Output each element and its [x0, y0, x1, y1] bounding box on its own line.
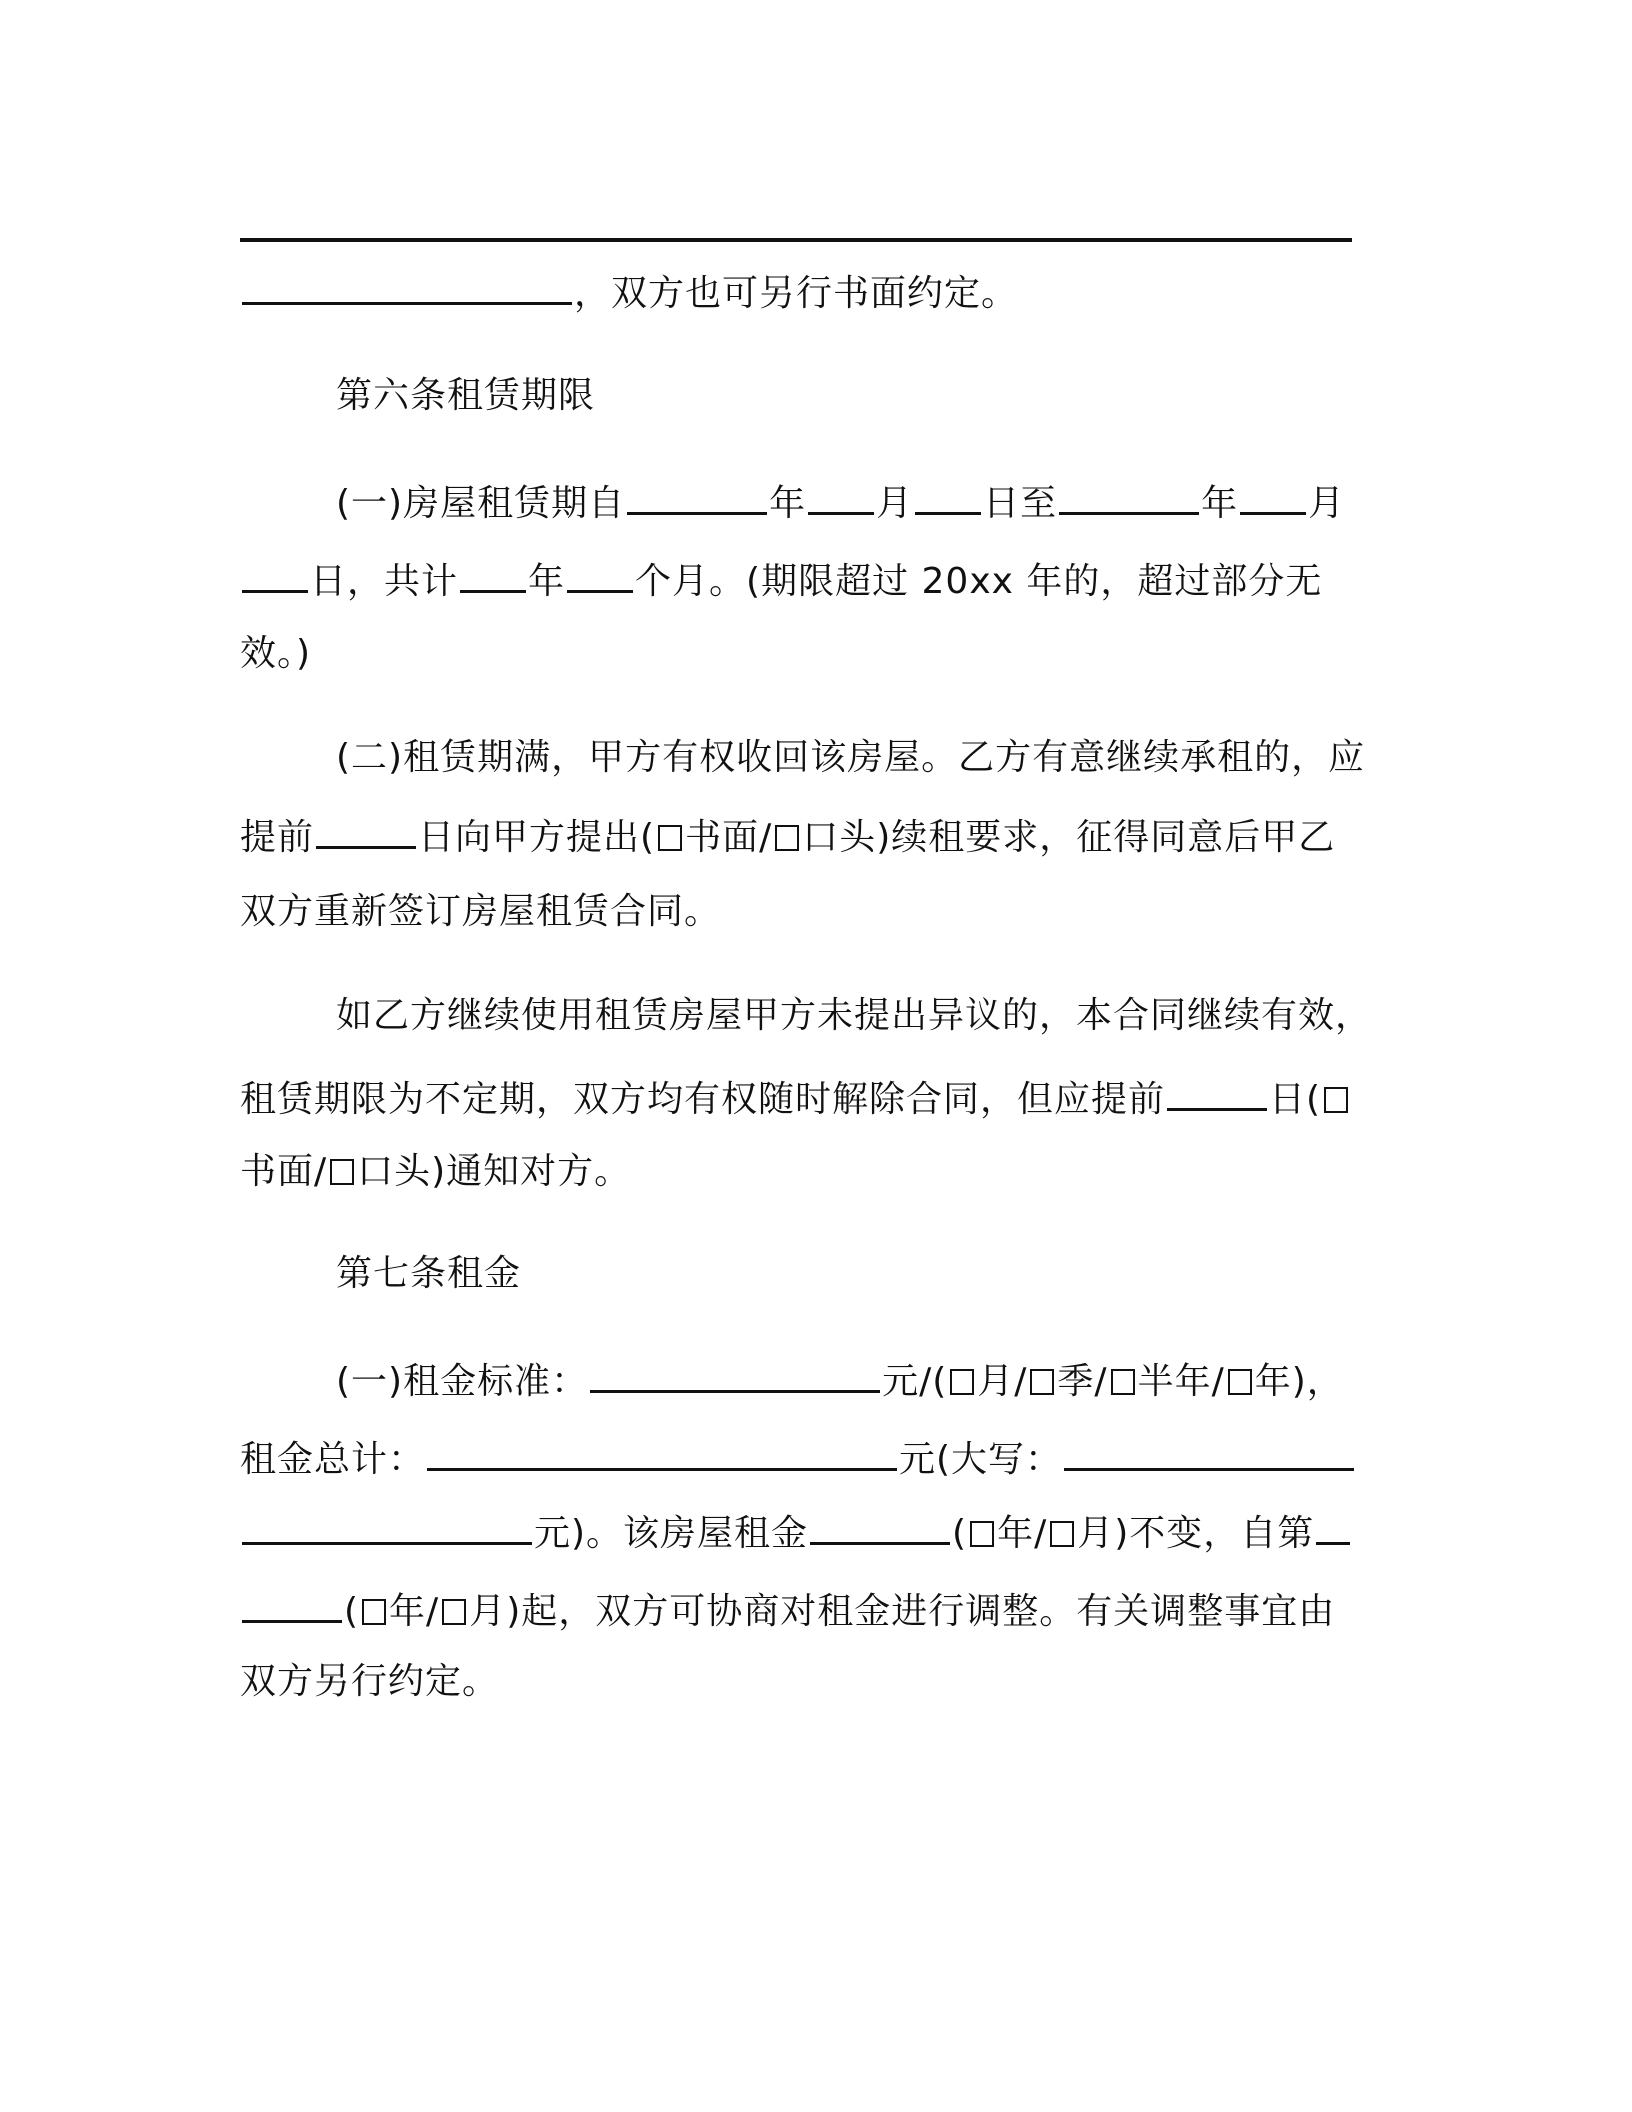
checkbox-icon[interactable] [970, 1521, 994, 1547]
text: 提前 [240, 817, 315, 858]
article-6-3-line-2 [240, 1074, 1351, 1122]
blank-field [1059, 478, 1199, 515]
article-6-2-line-3: 双方重新签订房屋租赁合同。 [240, 891, 722, 932]
text: ( [344, 1591, 360, 1632]
text: 日至 [983, 483, 1058, 524]
blank-field [590, 1356, 880, 1393]
text: 月 [876, 483, 914, 524]
text: 月)不变，自第 [1077, 1513, 1315, 1554]
text: 年/ [997, 1513, 1048, 1554]
text: 个月。(期限超过 20xx 年的，超过部分无 [635, 561, 1323, 602]
text: 年 [1201, 483, 1239, 524]
article-7-1-line-5: 双方另行约定。 [240, 1661, 500, 1702]
text: 年)， [1254, 1361, 1344, 1402]
text: 元/( [882, 1361, 948, 1402]
blank-field [427, 1434, 897, 1471]
blank-field [242, 556, 308, 593]
checkbox-icon[interactable] [950, 1369, 974, 1395]
blank-field [242, 1508, 532, 1545]
blank-field [242, 268, 572, 305]
text: 月/ [977, 1361, 1028, 1402]
text: 年/ [389, 1591, 440, 1632]
article-6-2-line-2 [240, 812, 1335, 860]
checkbox-icon[interactable] [362, 1599, 386, 1625]
text: ( [952, 1513, 968, 1554]
article-7-title: 第七条租金 [336, 1253, 522, 1294]
text: 年 [528, 561, 566, 602]
article-7-1-line-3 [240, 1508, 1352, 1556]
text: 书面/ [240, 1151, 328, 1192]
text: 年 [769, 483, 807, 524]
blank-field [1064, 1434, 1354, 1471]
blank-field [1240, 478, 1306, 515]
blank-field [460, 556, 526, 593]
checkbox-icon[interactable] [658, 825, 682, 851]
text: 月)起，双方可协商对租金进行调整。有关调整事宜由 [469, 1591, 1336, 1632]
blank-field [808, 478, 874, 515]
blank-field [627, 478, 767, 515]
fill-rule-full [240, 238, 1352, 242]
text: 日( [1269, 1079, 1322, 1120]
text: 书面/ [685, 817, 773, 858]
blank-field [915, 478, 981, 515]
checkbox-icon[interactable] [442, 1599, 466, 1625]
article-7-1-line-4 [240, 1586, 1335, 1634]
text: 元)。该房屋租金 [534, 1513, 809, 1554]
text: 季/ [1057, 1361, 1108, 1402]
blank-field [242, 1586, 342, 1623]
blank-field [1167, 1074, 1267, 1111]
text: 日向甲方提出( [418, 817, 656, 858]
blank-field [1316, 1508, 1350, 1545]
text: 口头)续租要求，征得同意后甲乙 [802, 817, 1336, 858]
article-6-3-line-1: 如乙方继续使用租赁房屋甲方未提出异议的，本合同继续有效， [336, 995, 1373, 1036]
text: 租赁期限为不定期，双方均有权随时解除合同，但应提前 [240, 1079, 1166, 1120]
article-7-1-line-1 [336, 1356, 1344, 1404]
text: (一)房屋租赁期自 [336, 483, 626, 524]
article-7-1-line-2 [240, 1434, 1356, 1482]
article-6-2-line-1: (二)租赁期满，甲方有权收回该房屋。乙方有意继续承租的，应 [336, 737, 1366, 778]
text: (一)租金标准： [336, 1361, 589, 1402]
blank-field [316, 812, 416, 849]
text: 日，共计 [310, 561, 459, 602]
text: 半年/ [1137, 1361, 1225, 1402]
checkbox-icon[interactable] [1324, 1087, 1348, 1113]
blank-field [810, 1508, 950, 1545]
blank-field [567, 556, 633, 593]
checkbox-icon[interactable] [1111, 1369, 1135, 1395]
article-6-title: 第六条租赁期限 [336, 375, 596, 416]
checkbox-icon[interactable] [1030, 1369, 1054, 1395]
checkbox-icon[interactable] [1050, 1521, 1074, 1547]
checkbox-icon[interactable] [330, 1159, 354, 1185]
article-6-1-line-2 [240, 556, 1322, 604]
text: 元(大写： [899, 1439, 1063, 1480]
text: 月 [1308, 483, 1346, 524]
text: 口头)通知对方。 [357, 1151, 632, 1192]
paragraph-line [240, 268, 1018, 316]
checkbox-icon[interactable] [775, 825, 799, 851]
article-6-3-line-3 [240, 1150, 631, 1194]
text: 租金总计： [240, 1439, 426, 1480]
checkbox-icon[interactable] [1228, 1369, 1252, 1395]
article-6-1-line-1 [336, 478, 1345, 526]
text: ，双方也可另行书面约定。 [574, 273, 1019, 314]
article-6-1-line-3: 效。) [240, 633, 312, 674]
